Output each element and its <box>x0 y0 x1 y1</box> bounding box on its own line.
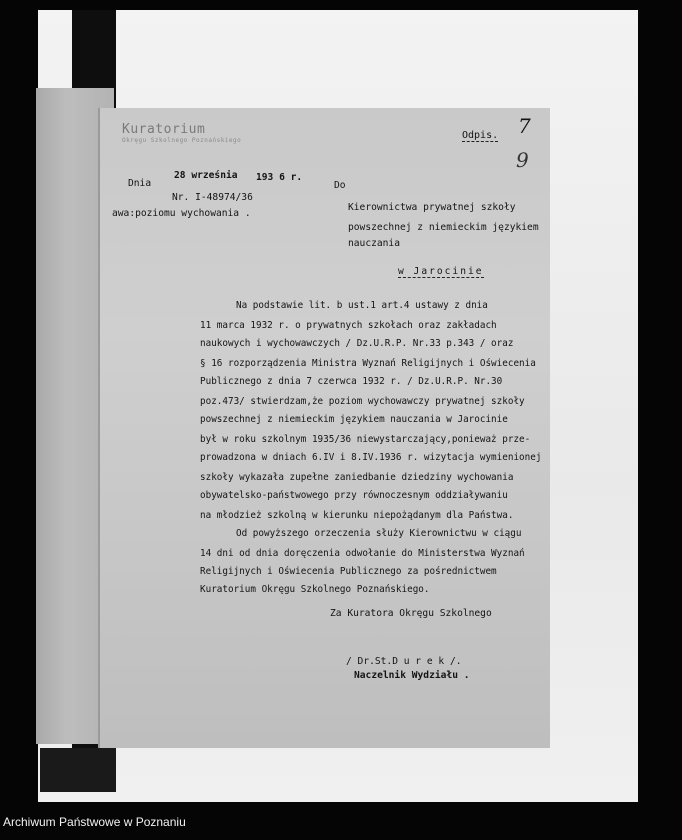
subject-line: awa:poziomu wychowania . <box>112 208 251 219</box>
page-number-handwritten: 7 <box>518 114 531 138</box>
recipient-line: nauczania <box>348 238 400 249</box>
recipient-line: powszechnej z niemieckim językiem <box>348 222 539 233</box>
recipient-line: Kierownictwa prywatnej szkoły <box>348 202 516 213</box>
underlying-page-shadow <box>40 748 116 792</box>
body-line: szkoły wykazała zupełne zaniedbanie dziedziny wychowania <box>200 472 514 483</box>
body-line: Kuratorium Okręgu Szkolnego Poznańskiego. <box>200 584 430 595</box>
body-line: Na podstawie lit. b ust.1 art.4 ustawy z dnia <box>236 300 488 311</box>
signature-for: Za Kuratora Okręgu Szkolnego <box>330 608 492 619</box>
date-day: 28 września <box>174 170 238 181</box>
body-line: Publicznego z dnia 7 czerwca 1932 r. / Dz.U.R.P. Nr.30 <box>200 376 503 387</box>
body-line: naukowych i wychowawczych / Dz.U.R.P. Nr.33 p.343 / oraz <box>200 338 514 349</box>
location: w Jarocinie <box>398 266 484 277</box>
body-line: Od powyższego orzeczenia służy Kierownictwu w ciągu <box>236 528 522 539</box>
body-line: obywatelsko-państwowego przy równoczesnym oddziaływaniu <box>200 490 508 501</box>
odpis-label: Odpis. <box>462 130 499 141</box>
document-page <box>100 108 550 748</box>
date-year: 193 6 r. <box>256 172 303 183</box>
date-prefix: Dnia <box>128 178 152 189</box>
body-line: § 16 rozporządzenia Ministra Wyznań Religijnych i Oświecenia <box>200 358 536 369</box>
do-label: Do <box>334 180 346 191</box>
archive-label: Archiwum Państwowe w Poznaniu <box>3 815 186 829</box>
body-line: na młodzież szkolną w kierunku niepożądanym dla Państwa. <box>200 510 514 521</box>
reference-number: Nr. I-48974/36 <box>172 192 253 203</box>
body-line: 14 dni od dnia doręczenia odwołanie do Ministerstwa Wyznań <box>200 548 525 559</box>
body-line: Religijnych i Oświecenia Publicznego za pośrednictwem <box>200 566 497 577</box>
signature-name: / Dr.St.D u r e k /. <box>346 656 462 667</box>
body-line: poz.473/ stwierdzam,że poziom wychowawczy prywatnej szkoły <box>200 396 525 407</box>
stamp-title: Kuratorium <box>122 122 206 137</box>
stamp-subtitle: Okręgu Szkolnego Poznańskiego <box>122 137 242 144</box>
signature-title: Naczelnik Wydziału . <box>354 670 470 681</box>
body-line: powszechnej z niemieckim językiem nauczania w Jarocinie <box>200 414 508 425</box>
office-stamp <box>122 122 242 144</box>
body-line: był w roku szkolnym 1935/36 niewystarczający,ponieważ prze- <box>200 434 531 445</box>
body-line: prowadzona w dniach 6.IV i 8.IV.1936 r. wizytacja wymienionej <box>200 452 542 463</box>
body-line: 11 marca 1932 r. o prywatnych szkołach oraz zakładach <box>200 320 497 331</box>
page-number-handwritten-2: 9 <box>516 148 529 172</box>
